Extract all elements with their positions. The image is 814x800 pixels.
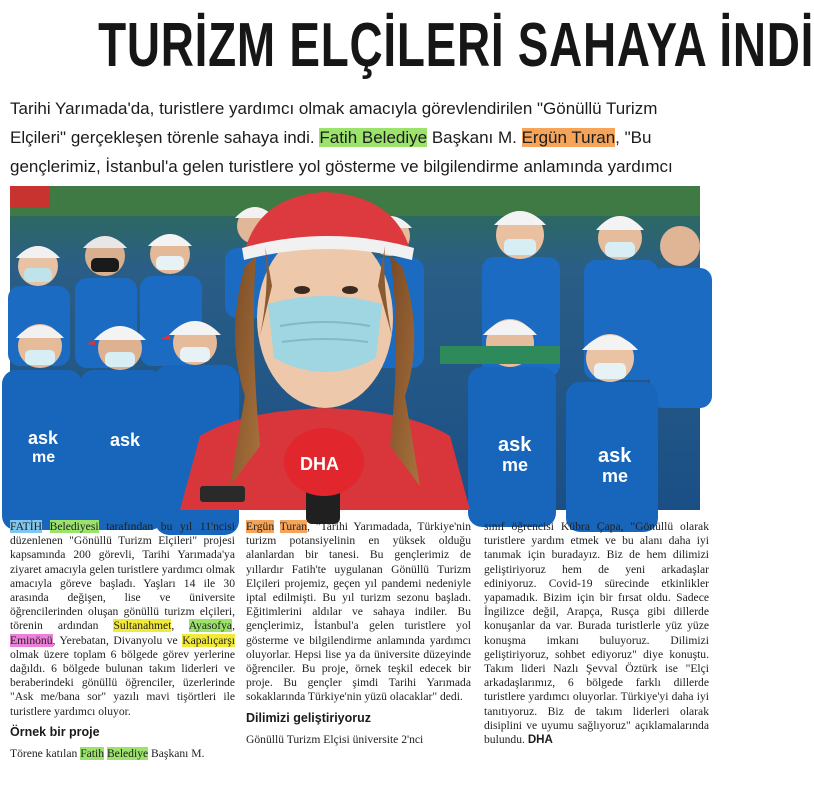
lead-text-2: Başkanı M.	[427, 128, 522, 147]
lead-text-1: Tarihi Yarımada'da, turistlere yardımcı olmak amacıyla görevlendirilen "Gönüllü Turizm Elçileri" gerçekleşen törenle sahaya indi.	[10, 99, 658, 147]
shirt-text-ask: ask	[28, 428, 59, 448]
shirt-text-me-3: me	[502, 455, 529, 475]
col2-hl-turan: Turan	[279, 520, 308, 533]
headline: TURİZM ELÇİLERİ SAHAYA İNDİ	[98, 11, 814, 80]
shirt-text-ask-4: ask	[598, 445, 632, 467]
article-body	[10, 520, 710, 796]
col1-hl-ayasofya: Ayasofya	[188, 619, 233, 633]
crowd-front-right	[440, 319, 658, 532]
column-2	[246, 520, 471, 796]
shirt-text-me-4: me	[602, 466, 629, 486]
col2-paragraph	[246, 520, 471, 705]
camera-device	[200, 486, 245, 502]
lead-highlight-fatih-belediye: Fatih Belediye	[319, 128, 428, 147]
col3-paragraph	[484, 520, 709, 747]
bench	[440, 346, 560, 364]
col1-text-3: ,	[232, 619, 235, 633]
col2-text-1: , "Tarihi Yarımadada, Türkiye'nin turizm potansiyelinin en yüksek olduğu alanlardan bir tanesi. Bu gençlerimiz de yıllardır Fatih'te uygulanan Gönüllü Turizm Elçileri projemiz, geçen yıl pandemi nedeniyle iptal edilmişti. Bu yıl turizm sezonu başladı. Eğitimlerini aldılar ve sahaya indiler. Bu gençlerimiz, İstanbul'a gelen turistlere yol gösterme ve bilgilendirme anlamında yardımcı oluyorlar. Hepsi lise ya da üniversite düzeyinde öğrenciler. Bu proje, örnek teşkil edecek bir proje. Bu gençler şimdi Tarihi Yarımada sokaklarında Türkiye'nin yüzü olacaklar" dedi.	[246, 520, 471, 704]
mic-logo-text: DHA	[300, 454, 339, 474]
shirt-text-ask-2: ask	[110, 430, 141, 450]
lead-paragraph	[10, 94, 713, 184]
agency-credit: DHA	[527, 733, 553, 747]
col1-hl-belediye-2: Belediye	[106, 747, 149, 761]
col1-hl-belediyesi: Belediyesi	[49, 520, 99, 533]
subhead-dilimizi-gelistiriyoruz: Dilimizi geliştiriyoruz	[246, 710, 372, 725]
tent-red	[10, 186, 50, 208]
col1-hl-fatih: FATİH	[10, 520, 42, 533]
col1-text-4: , Yerebatan, Divanyolu ve	[52, 633, 183, 647]
col1-text-6: Törene katılan	[10, 747, 81, 761]
news-photo	[10, 186, 700, 510]
col1-text-1: tarafından bu yıl 11'ncisi düzenlenen "Gönüllü Turizm Elçileri" projesi kapsamında 200 görevli, Tarihi Yarımada'ya ziyaret amacıyla gelen turistlere yardımcı olmak amacıyla göreve başladı. Yaşları 14 ile 30 arasında değişen, lise ve üniversite öğrencilerinden oluşan gönüllü turizm elçileri, törenin ardından	[10, 520, 235, 633]
shirt-text-me: me	[32, 449, 56, 466]
col2-text-0	[274, 520, 280, 533]
subhead-ornek-bir-proje: Örnek bir proje	[10, 724, 100, 739]
col1-hl-fatih-2: Fatih	[80, 747, 105, 761]
col1-hl-eminonu: Eminönü	[10, 633, 53, 647]
column-3	[484, 520, 709, 796]
face-mask	[268, 296, 382, 372]
col2-hl-ergun: Ergün	[246, 520, 275, 533]
lead-highlight-ergun-turan: Ergün Turan	[521, 128, 616, 147]
col3-text-1: sınıf öğrencisi Kübra Çapa, "Gönüllü olarak turistlere yardım etmek ve bu alanı daha iyi tanımak için buradayız. Biz de hem dilimizi geliştiriyoruz hem de yeni arkadaşlar ediniyoruz. Covid-19 sürecinde etkinlikler yapamadık. Bizim için bir fırsat oldu. Sadece İngilizce değil, Arapça, Rusça gibi dillerde konuşanlar da var. Burada turistlerle yüz yüze konuşma imkanı buluyoruz. Dilimizi geliştiriyoruz, sohbet ediyoruz" diye konuştu. Takım lideri Nazlı Şevval Öztürk ise "Elçi arkadaşlarımız, 6 bölgede farklı dillerde turistlere yardımcı oluyorlar. Türkiye'yi daha iyi tanıtıyoruz. Biz de takım liderleri olarak disiplini ve uyumu sağlıyoruz" açıklamalarında bulundu.	[484, 520, 709, 747]
col1-paragraph	[10, 520, 235, 719]
shirt-text-ask-3: ask	[498, 434, 532, 456]
col1-text-8: Başkanı M.	[148, 747, 205, 761]
col1-hl-kapalicarsi: Kapalıçarşı	[182, 633, 235, 647]
col1-text-2: ,	[171, 619, 189, 633]
col2-paragraph-2: Gönüllü Turizm Elçisi üniversite 2'nci	[246, 732, 424, 746]
column-1	[10, 520, 235, 796]
lead-text-3: , "Bu gençlerimiz, İstanbul'a gelen turistlere yol gösterme ve bilgilendirme anlamında yardımcı	[10, 128, 673, 176]
col1-hl-sultanahmet: Sultanahmet	[113, 619, 172, 633]
col1-paragraph-2	[10, 747, 235, 761]
photo-illustration	[10, 186, 700, 510]
col1-text-5: olmak üzere toplam 6 bölgede görev yerlerine dağıldı. 6 bölgede bulunan takım liderleri ve beraberindeki gönüllü öğrenciler, üzerlerinde "Ask me/bana sor" yazılı mavi tişörtleri ile turistlere yardımcı oluyor.	[10, 647, 235, 718]
